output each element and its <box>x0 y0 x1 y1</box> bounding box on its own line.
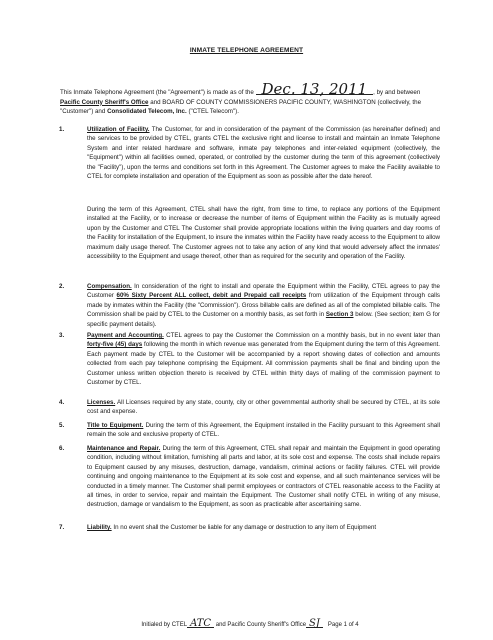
section-heading: Payment and Accounting. <box>87 332 164 339</box>
section-number: 2. <box>59 283 65 290</box>
section-number: 4. <box>59 399 65 406</box>
ctel-initials: ATC <box>187 620 214 628</box>
intro-text-after-date: , by and between <box>373 89 421 96</box>
section-number: 6. <box>59 445 65 452</box>
section-text: The Customer, for and in consideration of the payment of the Commission (as hereinafter defined) and the services to be provided by CTEL, grants CTEL the exclusive right and license to install and maintain an Inmate Telephone System and inter related hardware and software, inmate pay telephones and inter-related equipment (collectively, the "Equipment") within all facilities owned, operated, or controlled by the customer during the term of this agreement (collectively the "Facility"), upon the terms and conditions set forth in this Agreement. The Customer agrees to make the Facility available to CTEL for complete installation and operation of the Equipment as soon as possible after the date hereof. <box>87 126 440 181</box>
intro-text-middle: and BOARD OF COUNTY COMMISSIONERS PACIFIC COUNTY, WASHINGTON (collectively, the "Customer") and <box>60 98 422 116</box>
section-3 <box>60 331 440 387</box>
section-1-paragraph-2 <box>60 205 440 261</box>
section-number: 1. <box>59 126 65 133</box>
section-text: In consideration of the right to install and operate the Equipment within the Facility, CTEL agrees to pay the Customer <box>87 283 440 300</box>
section-reference: Section 3 <box>325 311 354 319</box>
section-heading: Title to Equipment. <box>87 422 144 429</box>
section-text: In no event shall the Customer be liable for any damage or destruction to any item of Equipment <box>113 524 377 531</box>
section-1 <box>60 125 440 181</box>
page-number: Page 1 of 4 <box>327 622 359 628</box>
section-heading: Utilization of Facility. <box>87 126 150 133</box>
document-title: INMATE TELEPHONE AGREEMENT <box>189 47 304 54</box>
section-text: below. (See section; item G for specific payment details). <box>87 311 440 328</box>
party-customer: Pacific County Sheriff's Office <box>60 98 149 106</box>
section-heading: Maintenance and Repair. <box>87 445 161 452</box>
section-number: 7. <box>59 524 65 531</box>
section-number: 5. <box>59 422 65 429</box>
section-2 <box>60 282 440 329</box>
commission-rate: 60% Sixty Percent ALL collect, debit and Prepaid call receipts <box>116 292 307 300</box>
section-text: following the month in which revenue was generated from the Equipment during the term of this Agreement. Each payment made by CTEL to the Customer will be accompanied by a report showing dates of collection and amounts collected from each pay telephone comprising the Equipment. All commission payments shall be final and binding upon the Customer unless written objection thereto is received by CTEL within thirty days of mailing of the commission payment to Customer by CTEL. <box>87 341 440 387</box>
section-heading: Licenses. <box>87 399 116 406</box>
section-number: 3. <box>59 332 65 339</box>
handwritten-date: Dec. 13, 2011 <box>256 84 374 95</box>
sheriff-initials: SJ <box>306 620 323 628</box>
section-4 <box>60 398 440 417</box>
section-heading: Compensation. <box>87 283 132 290</box>
section-heading: Liability. <box>87 524 112 531</box>
section-text: During the term of this Agreement, CTEL shall have the right, from time to time, to replace any portions of the Equipment installed at the Facility, or to increase or decrease the number of items of Equipment within the Facility as is mutually agreed upon by the Customer and CTEL The Customer shall provide appropriate locations within the living quarters and day rooms of the Facility for installation of the Equipment, to insure the inmates within the Facility have ready access to the Equipment to allow maximum daily usage thereof. The Customer agrees not to take any action of any kind that would adversely affect the inmates' accessibility to the Equipment and usage thereof, other than as required for the security and operation of the Facility. <box>87 206 440 261</box>
section-text: All Licenses required by any state, county, city or other governmental authority shall be secured by CTEL, at its sole cost and expense. <box>87 399 440 416</box>
intro-paragraph <box>60 80 440 117</box>
section-5 <box>60 421 440 440</box>
section-text: from utilization of the Equipment through calls made by inmates within the Facility (the "Commission"). Gross billable calls are defined as all of the completed billable calls. The Commission shall be paid by CTEL to the Customer on a monthly basis, as set forth in <box>87 292 440 319</box>
footer-sheriff-label: and Pacific County Sheriff's Office <box>215 622 307 628</box>
payment-deadline: forty-five (45) days <box>87 341 143 349</box>
section-text: During the term of this Agreement, CTEL shall repair and maintain the Equipment in good operating condition, including without limitation, furnishing all parts and labor, at its sole cost and expense. The costs shall include repairs to Equipment caused by any misuses, destruction, damage, vandalism, criminal actions or facility failures. CTEL will provide continuing and ongoing maintenance to the Equipment at its sole cost and expense, and all such maintenance services will be conducted in a timely manner. The Customer shall permit employees or contractors of CTEL reasonable access to the Facility at all times, in order to service, repair and maintain the Equipment. The Customer shall notify CTEL in writing of any misuse, destruction, damage or vandalism to the Equipment, as soon as practicable after ascertaining same. <box>87 445 440 509</box>
footer-initialed-by: Initialed by CTEL <box>141 622 188 628</box>
section-text: CTEL agrees to pay the Customer the Commission on a monthly basis, but in no event later than <box>166 332 440 339</box>
party-ctel: Consolidated Telecom, Inc. <box>107 108 187 116</box>
intro-text-start: This Inmate Telephone Agreement (the "Agreement") is made as of the <box>60 89 254 96</box>
section-text: During the term of this Agreement, the Equipment installed in the Facility pursuant to this Agreement shall remain the sole and exclusive property of CTEL. <box>87 422 440 439</box>
intro-text-end: ("CTEL Telecom"). <box>188 108 239 116</box>
page-footer <box>60 620 440 628</box>
section-7 <box>60 523 440 532</box>
section-6 <box>60 444 440 510</box>
